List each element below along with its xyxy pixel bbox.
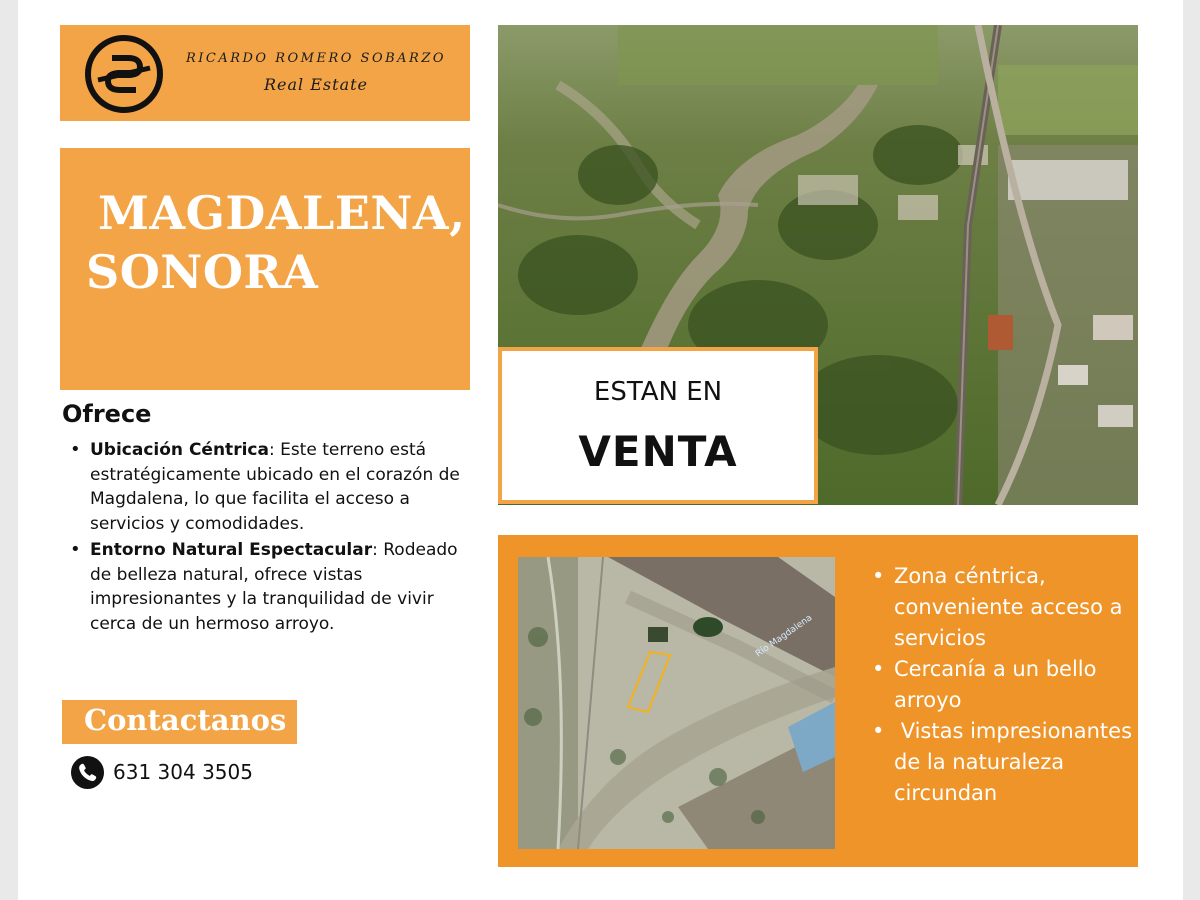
bullet-icon: • bbox=[70, 539, 81, 560]
for-sale-card bbox=[498, 347, 818, 504]
bullet-icon: • bbox=[872, 719, 885, 743]
phone-number[interactable]: 631 304 3505 bbox=[113, 760, 253, 784]
brand-header bbox=[60, 25, 470, 121]
contact-title: Contactanos bbox=[84, 703, 287, 737]
satellite-map bbox=[518, 557, 835, 849]
phone-icon bbox=[70, 755, 105, 790]
features-panel bbox=[498, 535, 1138, 867]
contact-banner bbox=[62, 700, 297, 744]
offer-item bbox=[68, 538, 468, 636]
offer-item-label: Entorno Natural Espectacular bbox=[90, 540, 373, 560]
feature-list bbox=[870, 561, 1139, 809]
location-title-line1: MAGDALENA, bbox=[98, 186, 466, 240]
feature-text: Zona céntrica, conveniente acceso a servicios bbox=[894, 564, 1123, 650]
bullet-icon: • bbox=[70, 439, 81, 460]
brand-name: RICARDO ROMERO SOBARZO bbox=[185, 51, 447, 66]
feature-item bbox=[870, 716, 1139, 809]
offer-item-text: : Este terreno está estratégicamente ubicado en el corazón de Magdalena, lo que facilita el acceso a servicios y comodidades. bbox=[90, 440, 460, 534]
offer-list bbox=[68, 438, 468, 638]
bullet-icon: • bbox=[872, 657, 885, 681]
offer-item-label: Ubicación Céntrica bbox=[90, 440, 269, 460]
sale-line1: ESTAN EN bbox=[593, 377, 723, 407]
offer-heading: Ofrece bbox=[62, 400, 152, 428]
brand-logo-icon bbox=[84, 34, 164, 114]
feature-item bbox=[870, 654, 1132, 716]
brand-subtitle: Real Estate bbox=[263, 75, 368, 94]
offer-item-text: : Rodeado de belleza natural, ofrece vistas impresionantes y la tranquilidad de vivir cerca de un hermoso arroyo. bbox=[90, 540, 458, 634]
bullet-icon: • bbox=[872, 564, 885, 588]
location-title-box bbox=[60, 148, 470, 390]
feature-text: Vistas impresionantes de la naturaleza circundan bbox=[894, 719, 1139, 805]
offer-item bbox=[68, 438, 468, 536]
sale-line2: VENTA bbox=[578, 427, 738, 476]
feature-text: Cercanía a un bello arroyo bbox=[894, 657, 1097, 712]
feature-item bbox=[870, 561, 1132, 654]
flyer-page bbox=[18, 0, 1183, 900]
location-title-line2: SONORA bbox=[86, 245, 319, 299]
river-label: Río Magdalena bbox=[753, 613, 815, 660]
